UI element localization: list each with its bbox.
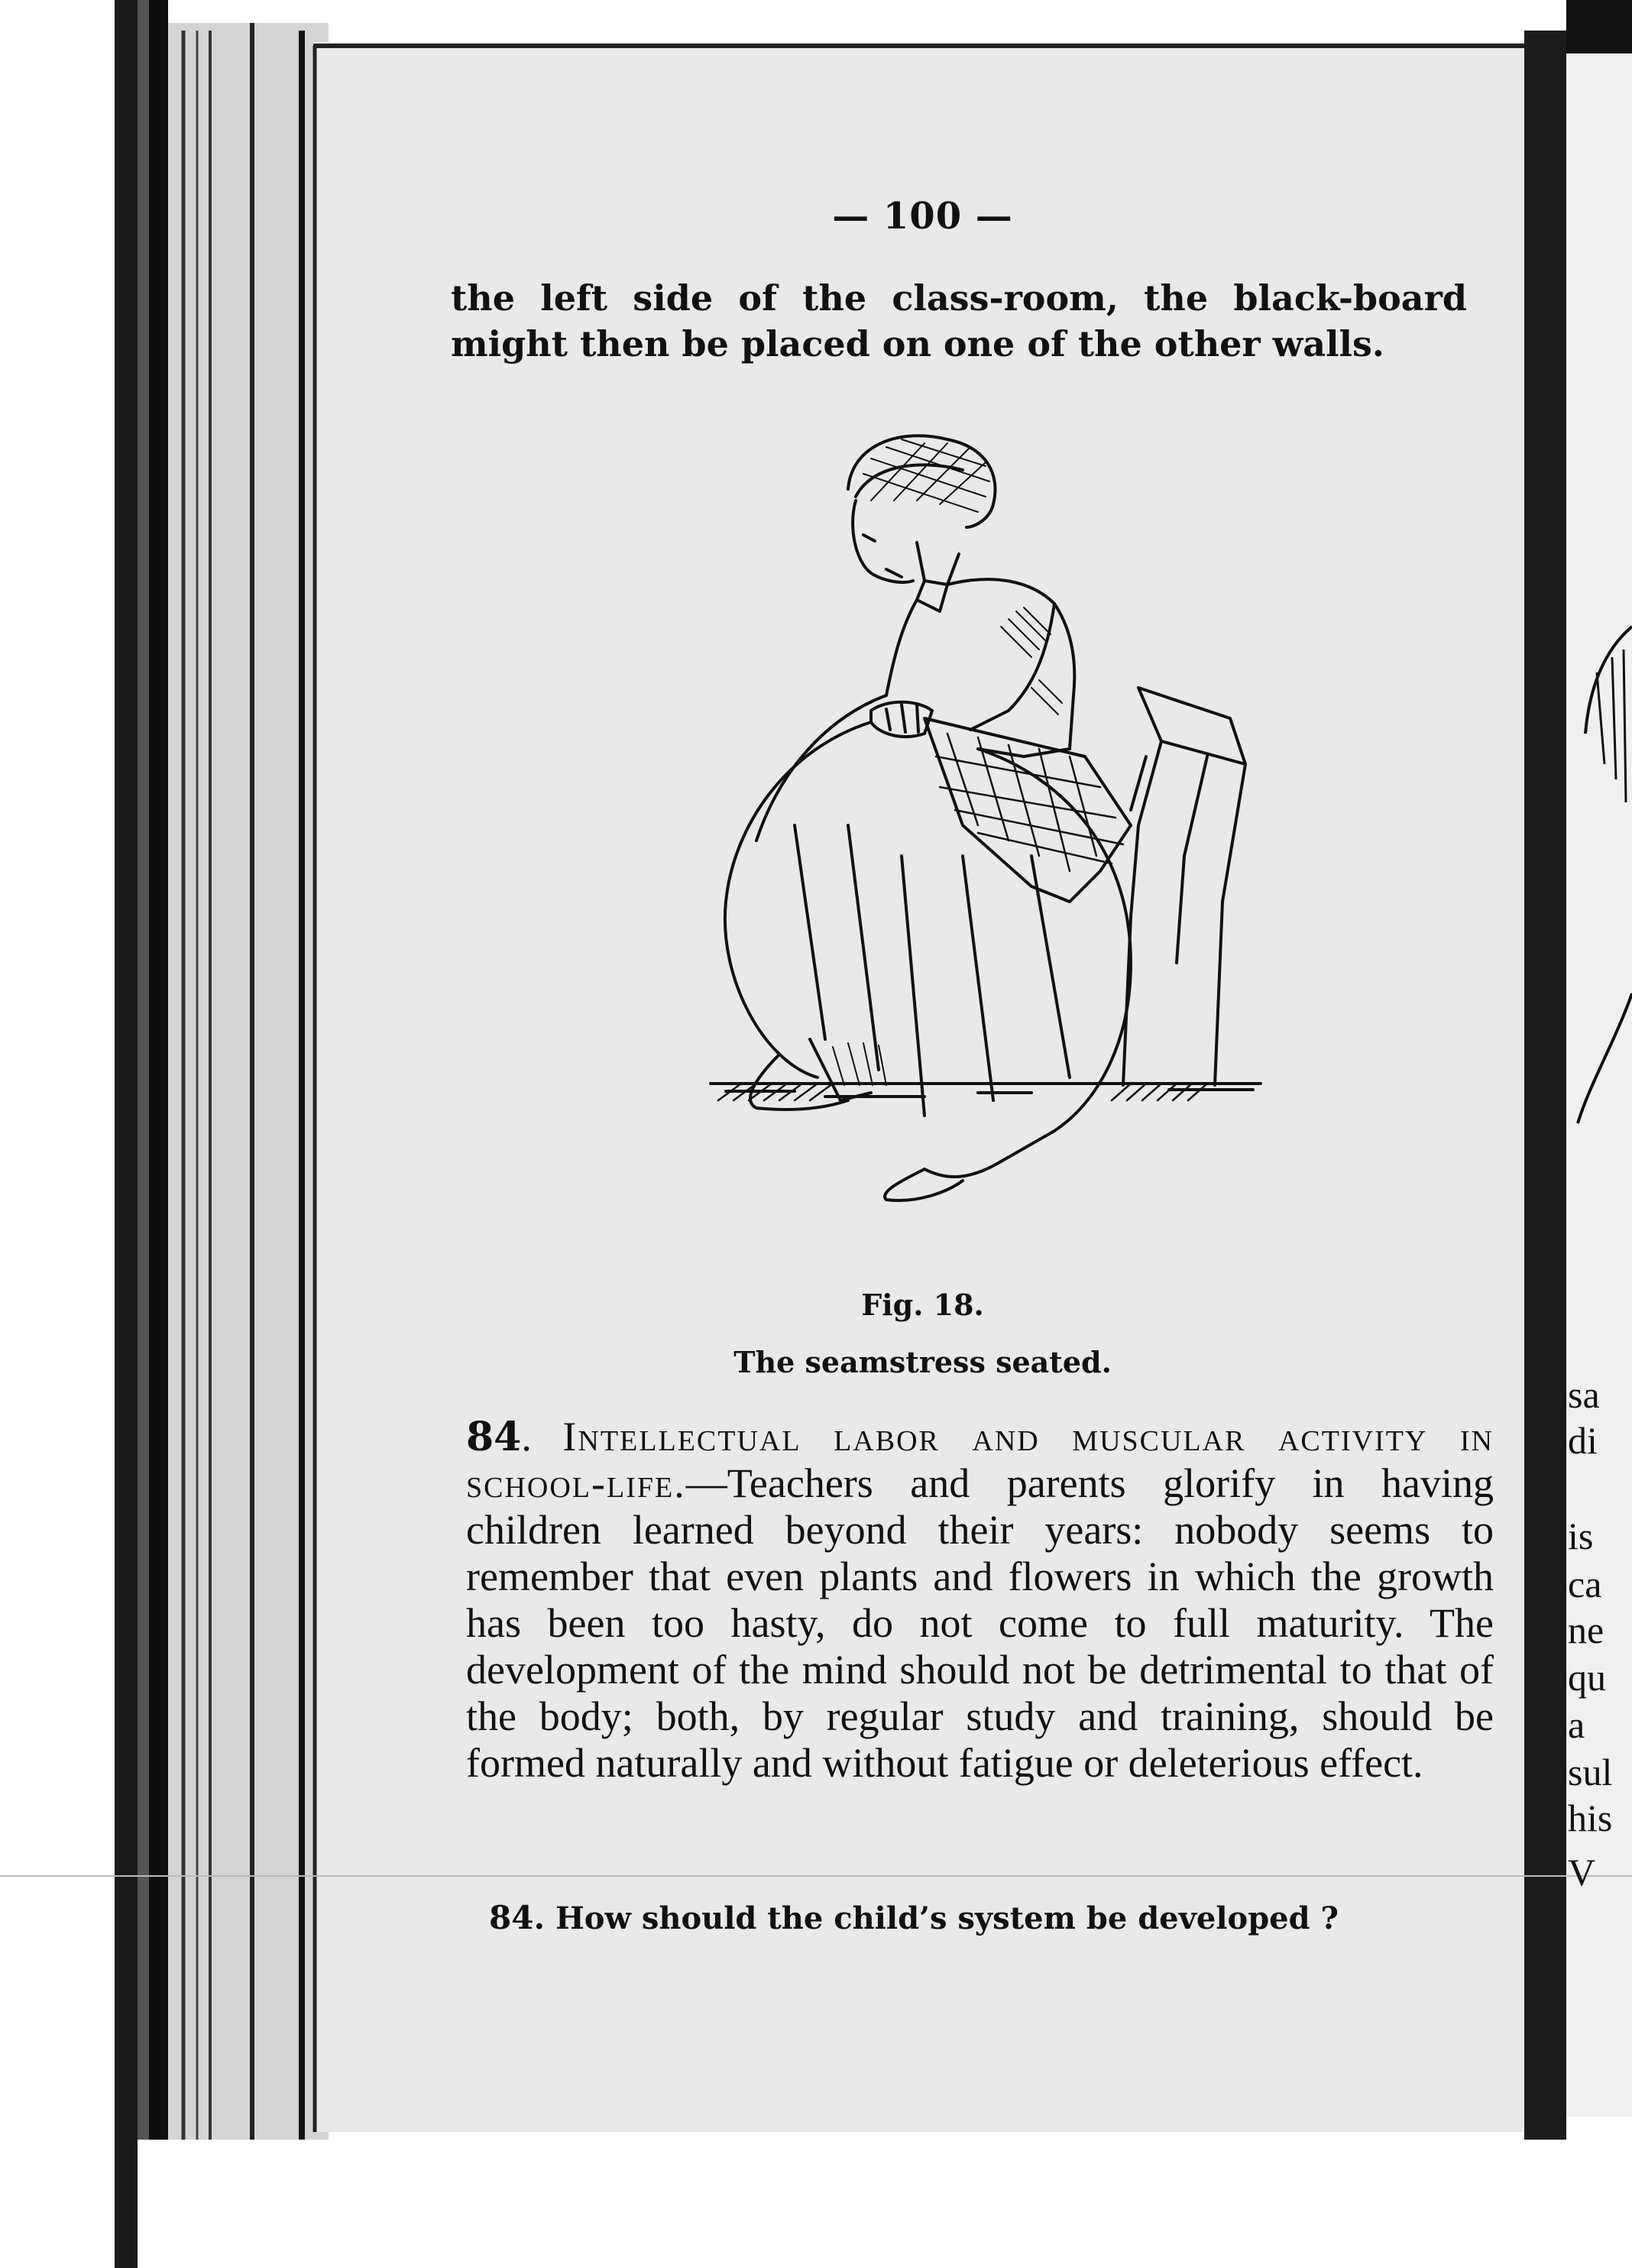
facing-text-fragment: sul: [1568, 1751, 1613, 1793]
facing-text-fragment: his: [1568, 1797, 1613, 1839]
figure-caption: The seamstress seated.: [733, 1345, 1112, 1379]
review-question: [489, 1899, 1528, 1936]
question-number: 84.: [489, 1899, 546, 1936]
facing-text-fragment: sa: [1568, 1373, 1600, 1416]
facing-text-fragment: is: [1568, 1515, 1594, 1557]
facing-page-edge: [1566, 0, 1632, 2268]
facing-text-fragment: qu: [1568, 1656, 1606, 1699]
book-page: [321, 46, 1524, 2124]
section-heading: Intellectual labor and muscular activity in school-life.: [466, 1414, 1494, 1506]
facing-text-fragment: ca: [1568, 1563, 1602, 1605]
question-text: How should the child’s system be developed ?: [555, 1900, 1339, 1936]
facing-text-fragment: ne: [1568, 1609, 1604, 1651]
facing-text-fragment: V: [1568, 1851, 1596, 1894]
section-body: Teachers and parents glorify in having children learned beyond their years: nobody seems to remember that even plants and flowers in which the growth has been too hasty, do not come to full maturity. The development of the mind should not be detrimental to that of the body; both, by regular study and training, should be formed naturally and without fatigue or deleterious effect.: [466, 1460, 1494, 1786]
figure-label: Fig. 18.: [861, 1288, 984, 1322]
seamstress-illustration: [672, 428, 1291, 1276]
facing-text-fragment: di: [1568, 1419, 1598, 1462]
facing-text-fragment: a: [1568, 1703, 1585, 1746]
section-number: 84: [466, 1414, 522, 1460]
section-84: 84. Intellectual labor and muscular activity in school-life.—Teachers and parents glorify in having children learned beyond their years: nobody seems to remember that even plants and flowers in which the growth has been too hasty, do not come to full maturity. The development of the mind should not be detrimental to that of the body; both, by regular study and training, should be formed naturally and without fatigue or deleterious effect.: [466, 1414, 1494, 1786]
continued-paragraph: the left side of the class-room, the black-board might then be placed on one of the other walls.: [451, 277, 1467, 364]
page-number: — 100 —: [832, 195, 1013, 238]
